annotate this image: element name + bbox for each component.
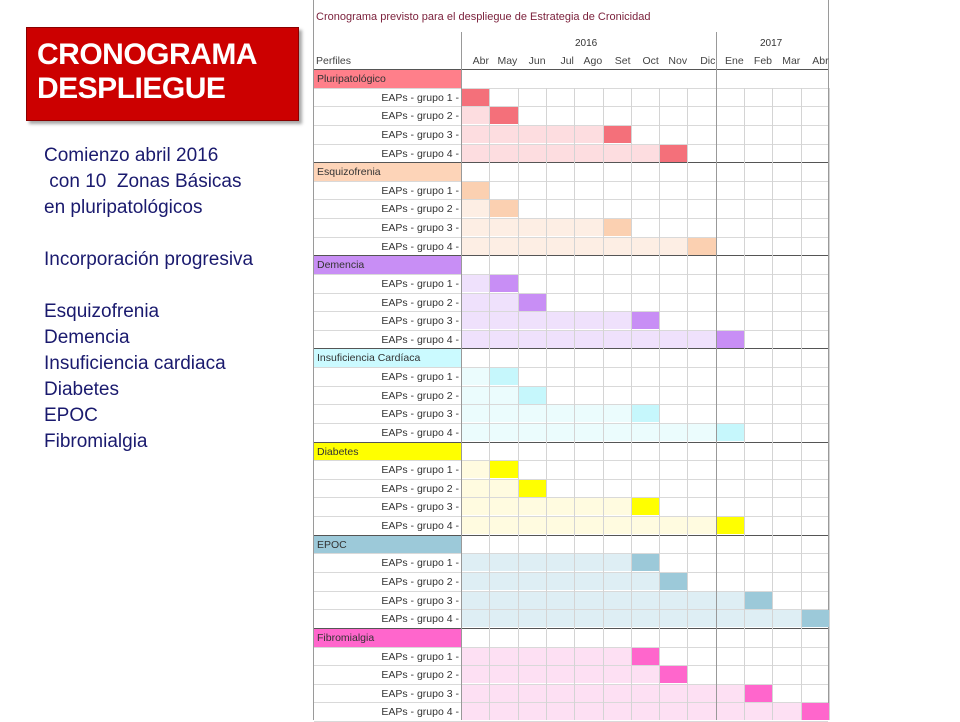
schedule-cell — [462, 517, 490, 534]
schedule-cell — [660, 517, 688, 534]
schedule-cell — [604, 685, 632, 702]
column-divider — [603, 88, 604, 720]
milestone-cell — [632, 648, 660, 665]
schedule-cell — [547, 648, 575, 665]
schedule-cell — [462, 592, 490, 609]
month-header: Abr — [812, 55, 829, 67]
milestone-cell — [490, 461, 518, 478]
schedule-cell — [490, 331, 518, 348]
schedule-cell — [575, 424, 603, 441]
milestone-cell — [688, 238, 716, 255]
schedule-cell — [462, 294, 490, 311]
milestone-cell — [604, 219, 632, 236]
group-label: EAPs - grupo 3 - — [381, 315, 459, 328]
intro-line: Insuficiencia cardiaca — [44, 353, 226, 374]
group-label: EAPs - grupo 4 - — [381, 706, 459, 719]
schedule-cell — [717, 685, 745, 702]
schedule-cell — [519, 648, 547, 665]
schedule-cell — [490, 145, 518, 162]
schedule-cell — [547, 498, 575, 515]
intro-line: EPOC — [44, 405, 98, 426]
group-label: EAPs - grupo 4 - — [381, 147, 459, 160]
schedule-cell — [632, 685, 660, 702]
month-header: Abr — [472, 55, 489, 67]
month-header: Ene — [725, 55, 744, 67]
milestone-cell — [490, 200, 518, 217]
group-label: EAPs - grupo 2 - — [381, 576, 459, 588]
milestone-cell — [490, 107, 518, 124]
schedule-cell — [547, 424, 575, 441]
month-header: Ago — [583, 55, 603, 67]
group-label: EAPs - grupo 3 - — [381, 501, 459, 514]
month-header: Feb — [753, 55, 772, 67]
month-header: Oct — [642, 55, 659, 67]
schedule-cell — [519, 666, 547, 683]
schedule-cell — [604, 610, 632, 627]
intro-line: Demencia — [44, 327, 130, 348]
milestone-cell — [490, 275, 518, 292]
schedule-cell — [688, 331, 716, 348]
schedule-cell — [462, 648, 490, 665]
intro-line: en pluripatológicos — [44, 197, 203, 218]
schedule-cell — [688, 685, 716, 702]
milestone-cell — [632, 312, 660, 329]
milestone-cell — [604, 126, 632, 143]
schedule-cell — [547, 312, 575, 329]
schedule-cell — [632, 145, 660, 162]
schedule-cell — [462, 480, 490, 497]
perfiles-header: Perfiles — [316, 55, 352, 67]
group-label: EAPs - grupo 4 - — [381, 426, 459, 439]
schedule-cell — [462, 219, 490, 236]
schedule-cell — [575, 126, 603, 143]
schedule-cell — [632, 331, 660, 348]
schedule-cell — [632, 666, 660, 683]
schedule-cell — [490, 498, 518, 515]
schedule-cell — [462, 666, 490, 683]
schedule-cell — [547, 405, 575, 422]
schedule-cell — [547, 145, 575, 162]
schedule-cell — [604, 573, 632, 590]
column-divider — [631, 88, 632, 720]
schedule-cell — [575, 517, 603, 534]
schedule-cell — [490, 592, 518, 609]
schedule-cell — [575, 219, 603, 236]
schedule-cell — [632, 517, 660, 534]
schedule-cell — [547, 126, 575, 143]
schedule-cell — [604, 592, 632, 609]
intro-line: Fibromialgia — [44, 431, 148, 452]
schedule-cell — [519, 554, 547, 571]
schedule-cell — [660, 424, 688, 441]
milestone-cell — [717, 517, 745, 534]
schedule-cell — [462, 405, 490, 422]
schedule-cell — [519, 592, 547, 609]
schedule-cell — [660, 685, 688, 702]
milestone-cell — [462, 89, 490, 106]
schedule-cell — [490, 405, 518, 422]
schedule-cell — [547, 610, 575, 627]
schedule-cell — [717, 592, 745, 609]
schedule-cell — [462, 126, 490, 143]
schedule-cell — [660, 703, 688, 720]
category-label: Diabetes — [314, 443, 461, 461]
schedule-cell — [519, 498, 547, 515]
schedule-cell — [604, 498, 632, 515]
intro-line: Esquizofrenia — [44, 301, 160, 322]
schedule-cell — [604, 312, 632, 329]
milestone-cell — [745, 685, 773, 702]
schedule-cell — [490, 126, 518, 143]
schedule-cell — [547, 219, 575, 236]
intro-line: con 10 Zonas Básicas — [44, 171, 242, 192]
schedule-cell — [519, 126, 547, 143]
schedule-cell — [604, 145, 632, 162]
schedule-cell — [575, 592, 603, 609]
milestone-cell — [462, 182, 490, 199]
column-divider — [518, 88, 519, 720]
schedule-cell — [547, 573, 575, 590]
schedule-cell — [575, 498, 603, 515]
schedule-cell — [632, 592, 660, 609]
milestone-cell — [802, 703, 830, 720]
schedule-cell — [688, 592, 716, 609]
group-label: EAPs - grupo 3 - — [381, 687, 459, 700]
schedule-cell — [519, 517, 547, 534]
schedule-cell — [575, 238, 603, 255]
schedule-cell — [519, 685, 547, 702]
schedule-cell — [547, 238, 575, 255]
sheet-title: Cronograma previsto para el despliegue de Estrategia de Cronicidad — [316, 11, 651, 23]
month-header: Jul — [560, 55, 574, 67]
schedule-cell — [604, 703, 632, 720]
group-label: EAPs - grupo 4 - — [381, 613, 459, 626]
schedule-cell — [462, 424, 490, 441]
schedule-cell — [660, 238, 688, 255]
schedule-cell — [490, 703, 518, 720]
schedule-cell — [547, 517, 575, 534]
column-divider — [574, 88, 575, 720]
category-label: EPOC — [314, 536, 461, 554]
schedule-cell — [490, 312, 518, 329]
group-label: EAPs - grupo 1 - — [381, 650, 459, 663]
schedule-cell — [462, 145, 490, 162]
schedule-cell — [462, 461, 490, 478]
month-header: Jun — [528, 55, 546, 67]
group-label: EAPs - grupo 1 - — [381, 371, 459, 384]
month-header: May — [497, 55, 518, 67]
month-header: Dic — [700, 55, 716, 67]
group-label: EAPs - grupo 2 - — [381, 669, 459, 682]
schedule-cell — [547, 685, 575, 702]
column-divider — [659, 88, 660, 720]
schedule-cell — [462, 312, 490, 329]
slide-title — [26, 27, 299, 121]
milestone-cell — [717, 331, 745, 348]
schedule-cell — [519, 424, 547, 441]
milestone-cell — [519, 294, 547, 311]
group-label: EAPs - grupo 3 - — [381, 128, 459, 141]
schedule-cell — [575, 554, 603, 571]
schedule-cell — [717, 610, 745, 627]
schedule-cell — [519, 703, 547, 720]
schedule-cell — [462, 275, 490, 292]
group-label: EAPs - grupo 4 - — [381, 333, 459, 346]
schedule-cell — [490, 424, 518, 441]
schedule-cell — [547, 592, 575, 609]
schedule-cell — [490, 685, 518, 702]
schedule-cell — [575, 610, 603, 627]
schedule-cell — [604, 424, 632, 441]
schedule-cell — [773, 703, 801, 720]
column-divider — [801, 88, 802, 720]
group-label: EAPs - grupo 1 - — [381, 464, 459, 477]
category-label: Pluripatológico — [314, 70, 461, 88]
schedule-cell — [575, 666, 603, 683]
milestone-cell — [660, 573, 688, 590]
column-divider — [546, 88, 547, 720]
schedule-cell — [490, 610, 518, 627]
group-label: EAPs - grupo 1 - — [381, 91, 459, 104]
schedule-cell — [717, 703, 745, 720]
schedule-cell — [632, 573, 660, 590]
schedule-cell — [462, 685, 490, 702]
schedule-cell — [462, 387, 490, 404]
schedule-cell — [490, 294, 518, 311]
schedule-cell — [462, 703, 490, 720]
schedule-cell — [604, 554, 632, 571]
intro-line: Comienzo abril 2016 — [44, 145, 219, 166]
schedule-cell — [462, 200, 490, 217]
schedule-cell — [575, 312, 603, 329]
column-divider — [716, 32, 717, 720]
schedule-cell — [604, 238, 632, 255]
schedule-cell — [575, 405, 603, 422]
schedule-cell — [604, 405, 632, 422]
milestone-cell — [519, 387, 547, 404]
schedule-cell — [632, 610, 660, 627]
schedule-cell — [490, 238, 518, 255]
column-divider — [687, 88, 688, 720]
intro-line: Incorporación progresiva — [44, 249, 254, 270]
milestone-cell — [802, 610, 830, 627]
group-label: EAPs - grupo 2 - — [381, 203, 459, 216]
schedule-cell — [773, 610, 801, 627]
schedule-cell — [688, 610, 716, 627]
schedule-cell — [575, 685, 603, 702]
schedule-cell — [575, 703, 603, 720]
group-label: EAPs - grupo 1 - — [381, 277, 459, 290]
schedule-cell — [519, 610, 547, 627]
month-header: Mar — [782, 55, 801, 67]
group-label: EAPs - grupo 3 - — [381, 408, 459, 421]
category-label: Fibromialgia — [314, 629, 461, 647]
year-2017: 2017 — [760, 38, 783, 49]
group-label: EAPs - grupo 4 - — [381, 520, 459, 533]
milestone-cell — [490, 368, 518, 385]
schedule-cell — [745, 703, 773, 720]
schedule-cell — [462, 498, 490, 515]
schedule-cell — [604, 666, 632, 683]
schedule-cell — [519, 238, 547, 255]
group-label: EAPs - grupo 2 - — [381, 389, 459, 402]
schedule-cell — [547, 554, 575, 571]
milestone-cell — [745, 592, 773, 609]
intro-line — [44, 221, 253, 247]
schedule-cell — [632, 238, 660, 255]
schedule-cell — [462, 573, 490, 590]
intro-text — [44, 143, 253, 455]
schedule-cell — [604, 517, 632, 534]
intro-line: Diabetes — [44, 379, 119, 400]
milestone-cell — [632, 554, 660, 571]
month-header: Nov — [668, 55, 688, 67]
schedule-cell — [660, 610, 688, 627]
column-divider — [489, 88, 490, 720]
schedule-cell — [490, 480, 518, 497]
schedule-cell — [547, 331, 575, 348]
group-label: EAPs - grupo 2 - — [381, 296, 459, 309]
group-label: EAPs - grupo 1 - — [381, 557, 459, 570]
intro-line — [44, 273, 253, 299]
milestone-cell — [519, 480, 547, 497]
schedule-cell — [462, 331, 490, 348]
month-header: Set — [614, 55, 631, 67]
schedule-cell — [519, 219, 547, 236]
year-2016: 2016 — [575, 38, 598, 49]
category-label: Esquizofrenia — [314, 163, 461, 181]
schedule-cell — [632, 424, 660, 441]
group-label: EAPs - grupo 3 - — [381, 594, 459, 607]
schedule-cell — [462, 238, 490, 255]
column-divider — [829, 88, 830, 720]
schedule-cell — [462, 368, 490, 385]
schedule-cell — [688, 517, 716, 534]
schedule-cell — [547, 666, 575, 683]
schedule-cell — [490, 387, 518, 404]
milestone-cell — [632, 498, 660, 515]
group-label: EAPs - grupo 3 - — [381, 222, 459, 235]
column-divider — [772, 88, 773, 720]
schedule-cell — [519, 405, 547, 422]
schedule-cell — [519, 331, 547, 348]
schedule-cell — [490, 554, 518, 571]
group-label: EAPs - grupo 2 - — [381, 110, 459, 123]
schedule-cell — [519, 312, 547, 329]
slide-title-line1: CRONOGRAMA — [37, 38, 257, 71]
milestone-cell — [660, 145, 688, 162]
milestone-cell — [632, 405, 660, 422]
schedule-cell — [519, 145, 547, 162]
schedule-cell — [660, 331, 688, 348]
schedule-cell — [547, 703, 575, 720]
column-divider — [744, 88, 745, 720]
schedule-cell — [575, 331, 603, 348]
category-label: Demencia — [314, 256, 461, 274]
schedule-cell — [745, 610, 773, 627]
schedule-cell — [688, 424, 716, 441]
schedule-cell — [462, 610, 490, 627]
schedule-cell — [632, 703, 660, 720]
milestone-cell — [660, 666, 688, 683]
schedule-cell — [604, 648, 632, 665]
group-label: EAPs - grupo 2 - — [381, 482, 459, 495]
schedule-cell — [575, 145, 603, 162]
schedule-cell — [462, 107, 490, 124]
schedule-cell — [490, 648, 518, 665]
milestone-cell — [717, 424, 745, 441]
schedule-cell — [575, 573, 603, 590]
category-label: Insuficiencia Cardíaca — [314, 349, 461, 367]
schedule-cell — [490, 219, 518, 236]
schedule-cell — [490, 666, 518, 683]
schedule-cell — [519, 573, 547, 590]
schedule-cell — [575, 648, 603, 665]
schedule-cell — [490, 573, 518, 590]
schedule-cell — [490, 517, 518, 534]
column-divider — [461, 32, 462, 720]
slide-title-line2: DESPLIEGUE — [37, 72, 226, 105]
schedule-cell — [462, 554, 490, 571]
schedule-cell — [660, 592, 688, 609]
group-label: EAPs - grupo 1 - — [381, 184, 459, 197]
schedule-cell — [604, 331, 632, 348]
schedule-cell — [688, 703, 716, 720]
group-label: EAPs - grupo 4 - — [381, 240, 459, 253]
